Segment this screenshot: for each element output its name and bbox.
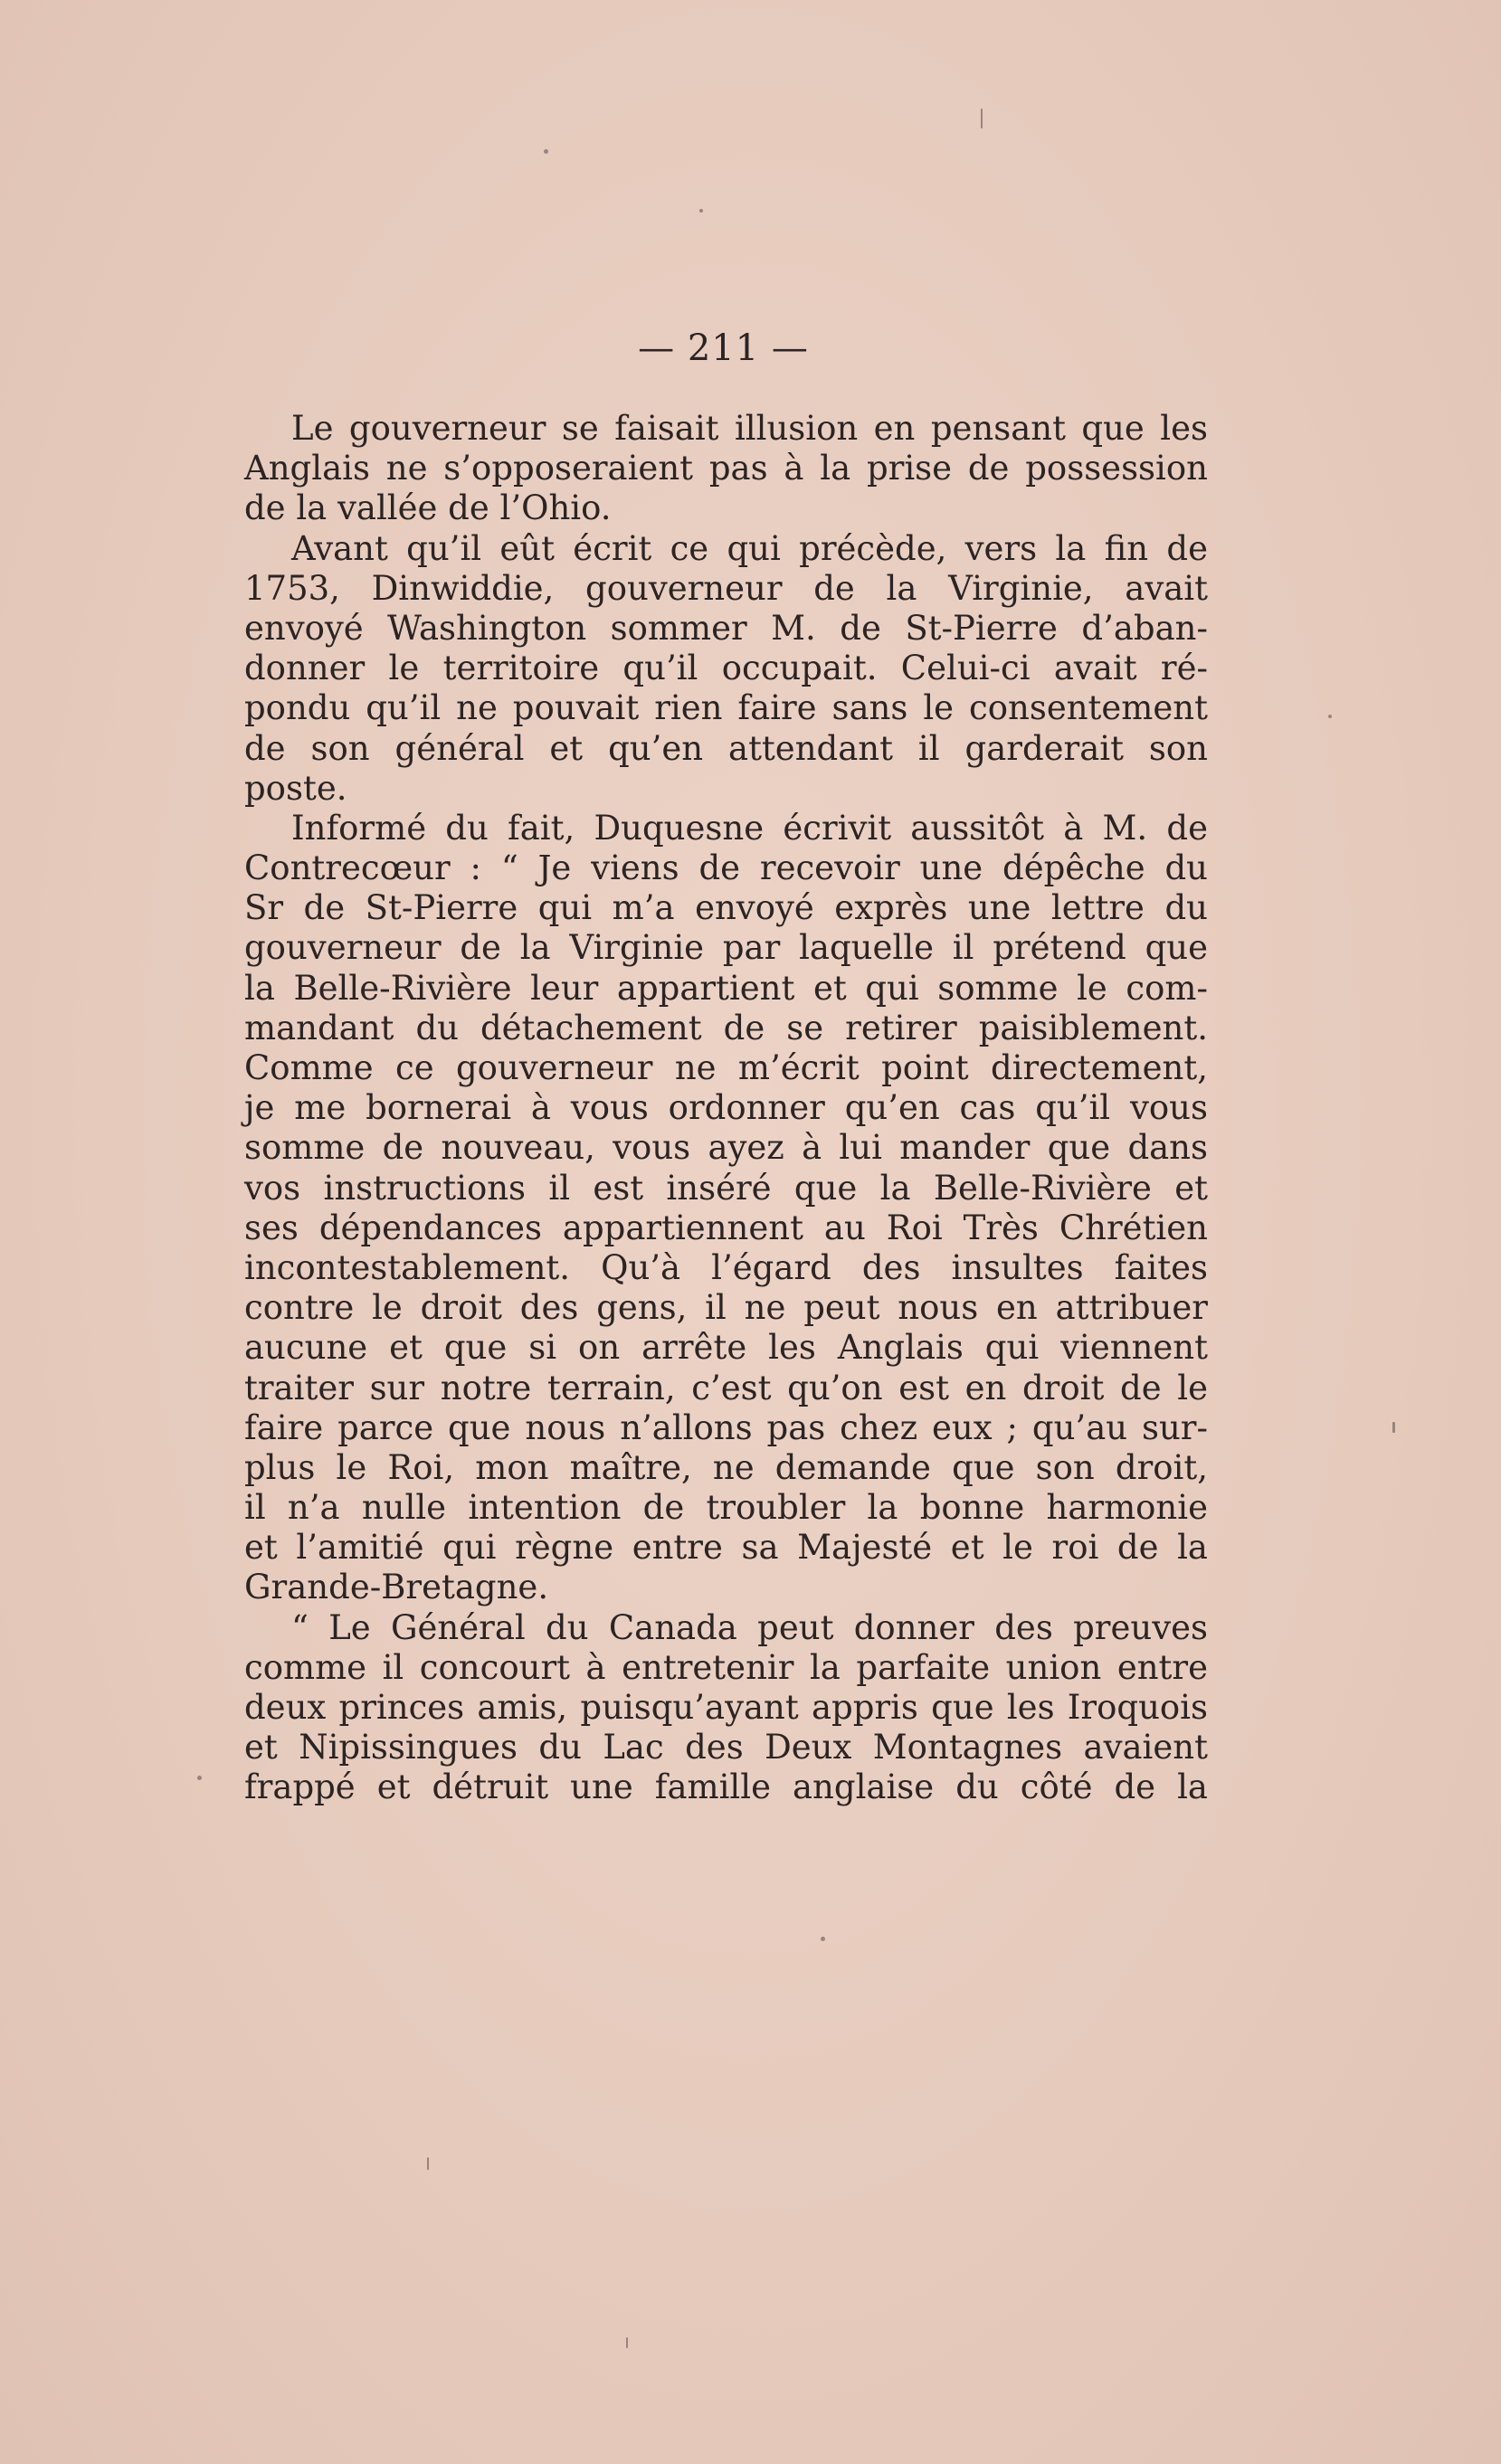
text-line: Anglais ne s’opposeraient pas à la prise de possession: [244, 449, 1208, 488]
text-line: la Belle-Rivière leur appartient et qui somme le com-: [244, 968, 1208, 1008]
text-line: Grande-Bretagne.: [244, 1568, 549, 1607]
paper-speck: [699, 209, 703, 213]
paper-speck: [544, 149, 548, 154]
text-line: frappé et détruit une famille anglaise du côté de la: [244, 1767, 1208, 1807]
text-line: Contrecœur : “ Je viens de recevoir une dépêche du: [244, 848, 1208, 888]
text-line: il n’a nulle intention de troubler la bonne harmonie: [244, 1488, 1208, 1528]
text-line: Le gouverneur se faisait illusion en pensant que les: [291, 409, 1208, 448]
body-text: [244, 409, 1208, 1808]
text-line: envoyé Washington sommer M. de St-Pierre d’aban-: [244, 608, 1208, 648]
text-line: mandant du détachement de se retirer paisiblement.: [244, 1008, 1208, 1047]
text-line: Comme ce gouverneur ne m’écrit point directement,: [244, 1048, 1208, 1087]
paper-speck: [1392, 1422, 1395, 1433]
text-line: gouverneur de la Virginie par laquelle il prétend que: [244, 928, 1208, 968]
text-line: incontestablement. Qu’à l’égard des insultes faites: [244, 1247, 1208, 1287]
text-line: contre le droit des gens, il ne peut nous en attribuer: [244, 1288, 1208, 1328]
text-line: de son général et qu’en attendant il garderait son: [244, 728, 1208, 768]
paper-speck: [1328, 715, 1332, 718]
text-line: comme il concourt à entretenir la parfaite union entre: [244, 1647, 1208, 1687]
text-line: Avant qu’il eût écrit ce qui précède, vers la fin de: [291, 528, 1208, 568]
text-line: faire parce que nous n’allons pas chez eux ; qu’au sur-: [244, 1407, 1208, 1447]
text-line: je me bornerai à vous ordonner qu’en cas qu’il vous: [244, 1088, 1208, 1128]
paper-speck: [197, 1776, 202, 1780]
text-line: poste.: [244, 768, 347, 808]
paper-speck: [626, 2337, 628, 2348]
text-line: Informé du fait, Duquesne écrivit aussitôt à M. de: [291, 808, 1208, 848]
text-line: de la vallée de l’Ohio.: [244, 488, 612, 528]
text-line: ses dépendances appartiennent au Roi Très Chrétien: [244, 1208, 1208, 1247]
text-line: vos instructions il est inséré que la Belle-Rivière et: [244, 1168, 1208, 1208]
text-line: donner le territoire qu’il occupait. Celui-ci avait ré-: [244, 649, 1208, 688]
paper-speck: [821, 1937, 825, 1941]
text-line: 1753, Dinwiddie, gouverneur de la Virginie, avait: [244, 568, 1208, 608]
text-line: et l’amitié qui règne entre sa Majesté et le roi de la: [244, 1528, 1208, 1568]
text-line: deux princes amis, puisqu’ayant appris que les Iroquois: [244, 1688, 1208, 1727]
text-line: pondu qu’il ne pouvait rien faire sans le consentement: [244, 688, 1208, 728]
text-line: aucune et que si on arrête les Anglais qui viennent: [244, 1328, 1208, 1368]
text-line: traiter sur notre terrain, c’est qu’on est en droit de le: [244, 1368, 1208, 1407]
page-number: — 211 —: [638, 327, 809, 369]
text-line: plus le Roi, mon maître, ne demande que son droit,: [244, 1447, 1208, 1487]
text-line: Sr de St-Pierre qui m’a envoyé exprès une lettre du: [244, 888, 1208, 928]
paper-speck: [981, 109, 983, 128]
text-line: “ Le Général du Canada peut donner des preuves: [291, 1607, 1208, 1647]
paper-speck: [427, 2157, 429, 2170]
text-line: et Nipissingues du Lac des Deux Montagnes avaient: [244, 1728, 1208, 1767]
text-line: somme de nouveau, vous ayez à lui mander que dans: [244, 1128, 1208, 1168]
